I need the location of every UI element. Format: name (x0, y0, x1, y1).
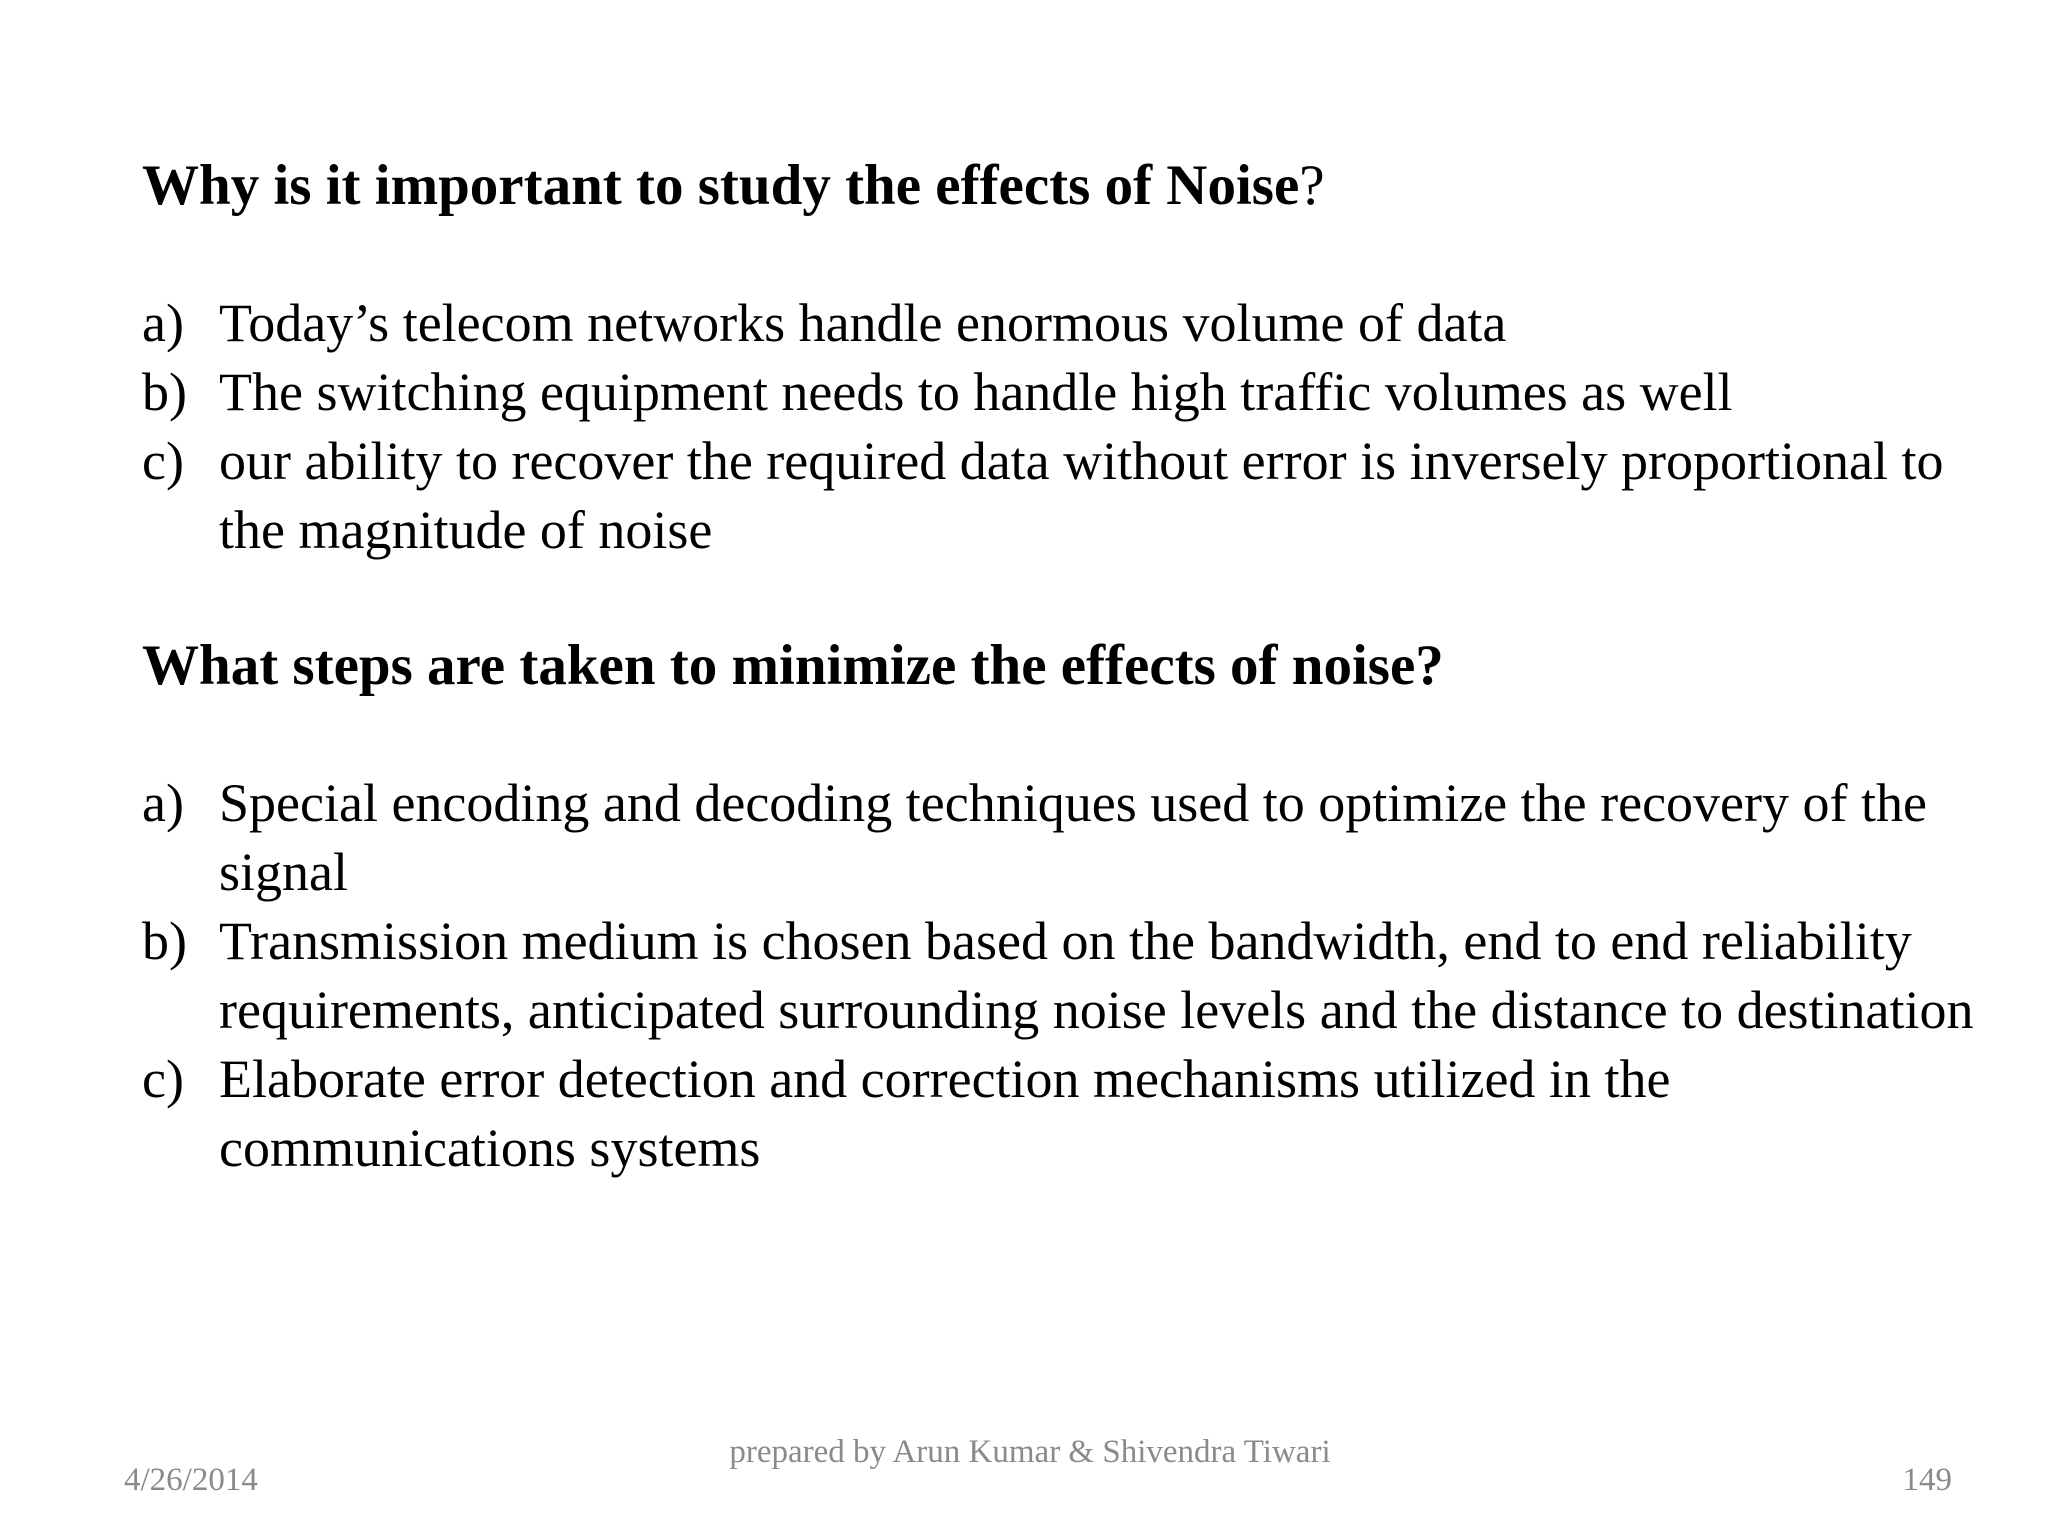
list-item-text: Elaborate error detection and correction mechanisms utilized in the communications systems (219, 1049, 1671, 1178)
list-item-text: Today’s telecom networks handle enormous volume of data (219, 293, 1507, 353)
footer-page-number: 149 (1902, 1462, 1952, 1498)
footer-author: prepared by Arun Kumar & Shivendra Tiwari (729, 1434, 1331, 1470)
list-marker: a) (142, 293, 184, 353)
list-item (142, 427, 2012, 565)
list-marker: c) (142, 1049, 184, 1109)
heading-why-study-noise-text: Why is it important to study the effects of Noise (142, 154, 1300, 217)
list-minimize-noise (142, 769, 2012, 1183)
list-item (142, 1045, 2012, 1183)
heading-minimize-noise: What steps are taken to minimize the effects of noise? (142, 634, 1444, 697)
list-item (142, 769, 2012, 907)
list-item-text: Transmission medium is chosen based on the bandwidth, end to end reliability requirements, anticipated surrounding noise levels and the distance to destination (219, 911, 1974, 1040)
list-marker: b) (142, 362, 187, 422)
list-marker: b) (142, 911, 187, 971)
list-why-study-noise (142, 289, 2012, 565)
list-item-text: Special encoding and decoding techniques used to optimize the recovery of the signal (219, 773, 1927, 902)
footer-date: 4/26/2014 (124, 1462, 258, 1498)
list-marker: c) (142, 431, 184, 491)
list-item (142, 907, 2012, 1045)
heading-why-study-noise (142, 152, 1325, 220)
list-item-text: The switching equipment needs to handle high traffic volumes as well (219, 362, 1733, 422)
list-item-text: our ability to recover the required data without error is inversely proportional to the magnitude of noise (219, 431, 1944, 560)
list-item (142, 289, 2012, 358)
list-item (142, 358, 2012, 427)
list-marker: a) (142, 773, 184, 833)
heading-question-mark: ? (1299, 154, 1325, 217)
